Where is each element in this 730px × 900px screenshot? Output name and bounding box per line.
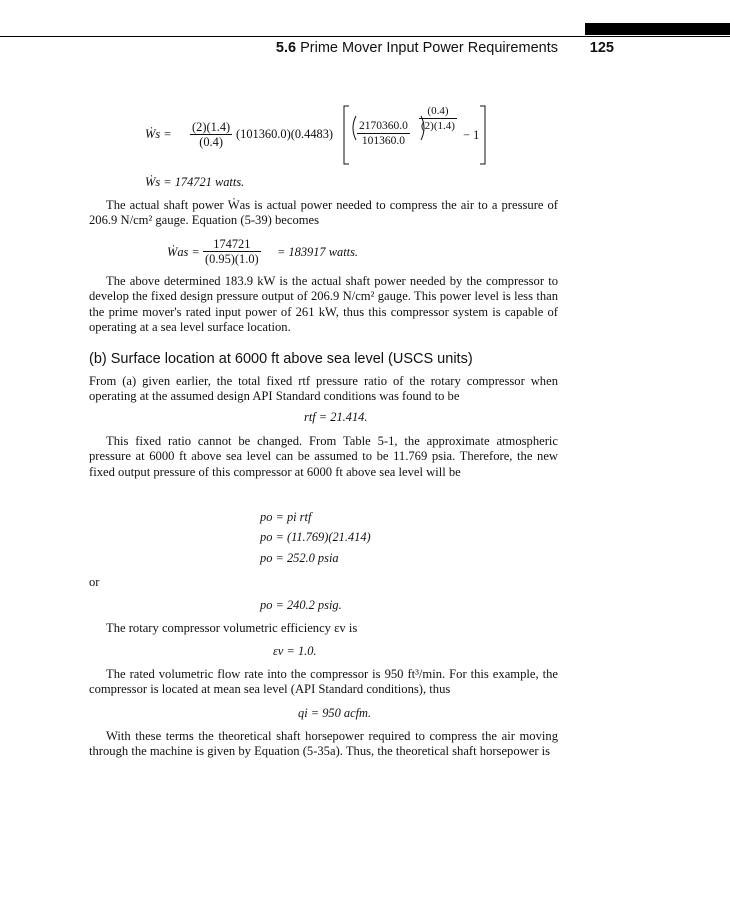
- eq1-frac-num: (2)(1.4): [192, 120, 231, 134]
- paragraph-volumetric-efficiency: [89, 621, 558, 636]
- para6-text: The rated volumetric flow rate into the compressor is 950 ft³/min. For this example, the compressor is located at mean sea level (API Standard conditions), thus: [89, 667, 558, 697]
- equation-output-pressure-3: po = 252.0 psia: [260, 551, 339, 565]
- equation-output-pressure-2: po = (11.769)(21.414): [260, 530, 371, 544]
- eq3-fraction: [203, 237, 261, 266]
- equation-volumetric-efficiency: εv = 1.0.: [273, 644, 317, 658]
- section-heading-b: (b) Surface location at 6000 ft above sea level (USCS units): [89, 351, 473, 367]
- paragraph-theoretical-horsepower: [89, 729, 558, 760]
- eq3-rhs: = 183917 watts.: [277, 245, 358, 259]
- para7-text: With these terms the theoretical shaft horsepower required to compress the air moving through the machine is given by Equation (5-35a). Thus, the theoretical shaft horsepower is: [89, 729, 558, 759]
- header-rule: [0, 36, 730, 37]
- equation-output-pressure-1: po = pi rtf: [260, 510, 312, 524]
- header-bar: [585, 23, 730, 35]
- para1-text: The actual shaft power Ẇas is actual power needed to compress the air to a pressure of 206.9 N/cm² gauge. Equation (5-39) becomes: [89, 198, 558, 228]
- equation-shaft-power-result: Ẇs = 174721 watts.: [145, 175, 245, 189]
- para4-text: This fixed ratio cannot be changed. From Table 5-1, the approximate atmospheric pressure at 6000 ft above sea level can be assumed to be 11.769 psia. Therefore, the new fixed output pressure of this compressor at 6000 ft above sea level will be: [89, 434, 558, 479]
- paragraph-power-comparison: [89, 274, 558, 336]
- equation-shaft-power: [145, 104, 495, 166]
- eq3-den: (0.95)(1.0): [205, 252, 259, 266]
- eq1-minus-one: − 1: [463, 128, 480, 142]
- eq1-inner-den: 101360.0: [361, 135, 405, 147]
- eq1-fraction: [190, 120, 232, 149]
- eq1-lhs: Ẇs =: [145, 127, 172, 141]
- section-title: Prime Mover Input Power Requirements: [300, 40, 558, 56]
- equation-actual-shaft-power: [167, 235, 367, 269]
- eq1-exponent: [419, 104, 457, 133]
- paragraph-new-pressure: [89, 434, 558, 480]
- paragraph-actual-shaft-power: [89, 198, 558, 229]
- eq1-exp-den: (2)(1.4): [421, 120, 455, 132]
- eq1-inner-fraction: [357, 119, 410, 148]
- paragraph-flow-rate: [89, 667, 558, 698]
- equation-flow-rate: qi = 950 acfm.: [298, 706, 372, 720]
- running-title: [276, 40, 558, 56]
- or-connector: or: [89, 575, 100, 589]
- eq3-lhs: Ẇas =: [167, 245, 200, 259]
- eq3-num: 174721: [203, 237, 261, 252]
- eq1-mid: (101360.0)(0.4483): [236, 127, 334, 141]
- eq1-exp-num: (0.4): [419, 104, 457, 119]
- page-number: 125: [589, 40, 614, 56]
- para3-text: From (a) given earlier, the total fixed rtf pressure ratio of the rotary compressor when operating at the assumed design API Standard conditions was found to be: [89, 374, 558, 404]
- para2-text: The above determined 183.9 kW is the actual shaft power needed by the compressor to develop the fixed design pressure output of 206.9 N/cm² gauge. This power level is less than the prime mover's rated input power of 261 kW, thus this compressor system is capable of operating at a sea level surface location.: [89, 274, 558, 335]
- paragraph-fixed-ratio: [89, 374, 558, 405]
- equation-ratio: rtf = 21.414.: [304, 410, 368, 424]
- equation-output-pressure-gauge: po = 240.2 psig.: [260, 598, 342, 612]
- para5-text: The rotary compressor volumetric efficiency εv is: [106, 621, 358, 635]
- eq1-inner-num: 2170360.0: [359, 120, 408, 132]
- section-number: 5.6: [275, 40, 297, 56]
- eq1-frac-den: (0.4): [199, 135, 223, 149]
